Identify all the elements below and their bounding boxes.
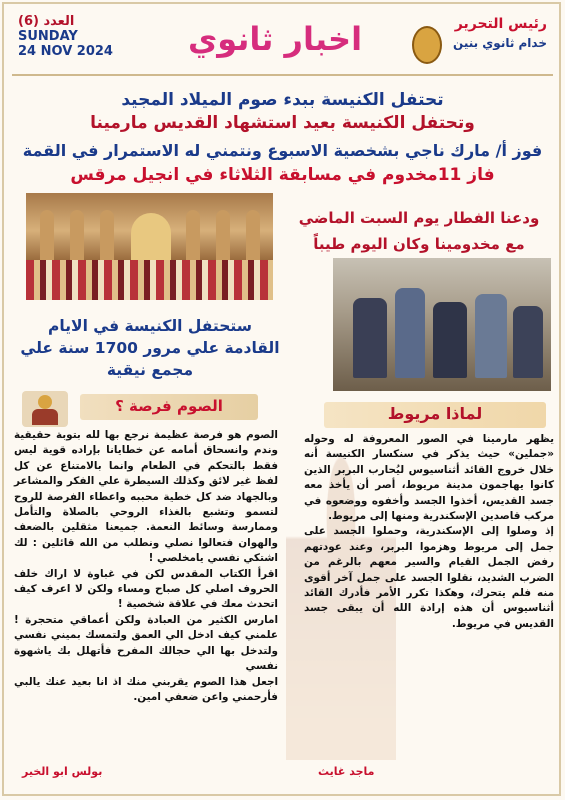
breakfast-caption <box>283 205 555 257</box>
council-caption <box>20 315 280 381</box>
breakfast-photo <box>333 258 551 391</box>
council-caption-line-3: مجمع نيقية <box>106 361 194 379</box>
breakfast-caption-line-2: مع مخدومينا وكان اليوم طيباً <box>313 235 525 253</box>
fasting-author: بولس ابو الخير <box>22 765 103 778</box>
issue-date: 24 NOV 2024 <box>18 44 113 59</box>
issue-day: SUNDAY <box>18 29 78 44</box>
editor-info <box>417 16 547 50</box>
fasting-paragraph: امارس الكثير من العبادة ولكن أعماقي متحجرة ! علمني كيف ادخل الي العمق ولتمسك بميني نفسي ولتدخل بها الي حجالك المفرح فأتهلل بك ياشهوة نفسي <box>14 613 278 673</box>
editor-label: رئيس التحرير <box>454 16 547 32</box>
headline-marmina-feast: وتحتفل الكنيسة بعيد استشهاد القديس مارمينا <box>90 113 475 133</box>
saint-icon <box>22 391 68 427</box>
headline-contest-winners: فاز 11مخدوم في مسابقة الثلاثاء في انجيل مرقس <box>70 165 495 185</box>
maryut-article <box>304 432 554 632</box>
maryut-paragraph: يظهر مارمينا في الصور المعروفة له وحوله «جملين» حيث يذكر في سنكسار الكنيسة أنه خلال خروج القائد أثناسيوس ليُحارب البربر الذين كانوا يهاجمون مدينة مريوط، أصر أن يأخذ معه جسد القديس، أخذوا الجسد وأخفوه ووضعوه في مركب قاصدين الإسكندرية ومنها إلى مريوط. <box>304 433 554 523</box>
council-caption-line-1: ستحتفل الكنيسة في الايام <box>48 317 252 335</box>
maryut-title: لماذا مريوط <box>387 404 483 423</box>
issue-number: العدد (6) <box>18 14 75 29</box>
fasting-paragraph: الصوم هو فرصة عظيمة نرجع بها لله بتوبة حقيقية وندم وانسحاق أمامه عن خطايانا بإراده قوية ليس فقط بالتحكم في الطعام وانما بالامتناع عن كل لفظ غير لائق وكذلك السيطرة علي الفكر والمشاعر وبالجهاد ضد كل خطية محببه واعطاء الفرصة للروح لتسمو وتشبع بالغذاء الروحي بالصلاة والتأمل وممارسة وسائط النعمة. جميعنا مثقلين بالضعف والهوان فتعالوا نصلي ونطلب من الله قائلين : لك اشتكي نفسي يامخلصي ! <box>14 429 278 565</box>
fasting-article <box>14 428 278 705</box>
headline-person-of-week: فوز أ/ مارك ناجي بشخصية الاسبوع ونتمني له الاستمرار في القمة <box>22 141 543 160</box>
fasting-title: الصوم فرصة ؟ <box>115 397 223 415</box>
headline-nativity-fast: تحتفل الكنيسة ببدء صوم الميلاد المجيد <box>121 90 444 110</box>
newsletter-logo <box>160 20 410 64</box>
maryut-author: ماجد غايث <box>318 765 375 778</box>
logo-text: اخبار ثانوي <box>187 20 363 58</box>
issue-info <box>18 14 138 59</box>
header-divider <box>12 74 553 76</box>
editor-name: خدام ثانوي بنين <box>453 36 547 50</box>
fasting-paragraph: اجعل هذا الصوم يقربني منك اذ انا بعيد عنك يالبي فأرحمني واعن ضعفي امين. <box>14 675 278 703</box>
council-caption-line-2: القادمة علي مرور 1700 سنة علي <box>20 339 280 357</box>
fasting-paragraph: اقرأ الكتاب المقدس لكن في غباوة لا اراك خلف الحروف اصلي كل صباح ومساء ولكن لا اعرف كيف اتحدث معك في علاقة شخصية ! <box>14 567 278 611</box>
maryut-paragraph: إذ وصلوا إلى الإسكندرية، وحملوا الجسد على جمل إلى مريوط وهزموا البربر، وعند عودتهم رفض الجمل القيام والسير معهم بالرغم من الضرب الشديد، نقلوا الجسد على جمل آخر أقوى منه فلم يتحرك، وهكذا تكرر الأمر فأدرك القائد أثناسيوس أن هذه إرادة الله أن يبقى جسد القديس في مريوط. <box>304 525 554 630</box>
council-of-nicaea-image <box>26 193 273 300</box>
breakfast-caption-line-1: ودعنا الفطار يوم السبت الماضي <box>298 209 540 227</box>
